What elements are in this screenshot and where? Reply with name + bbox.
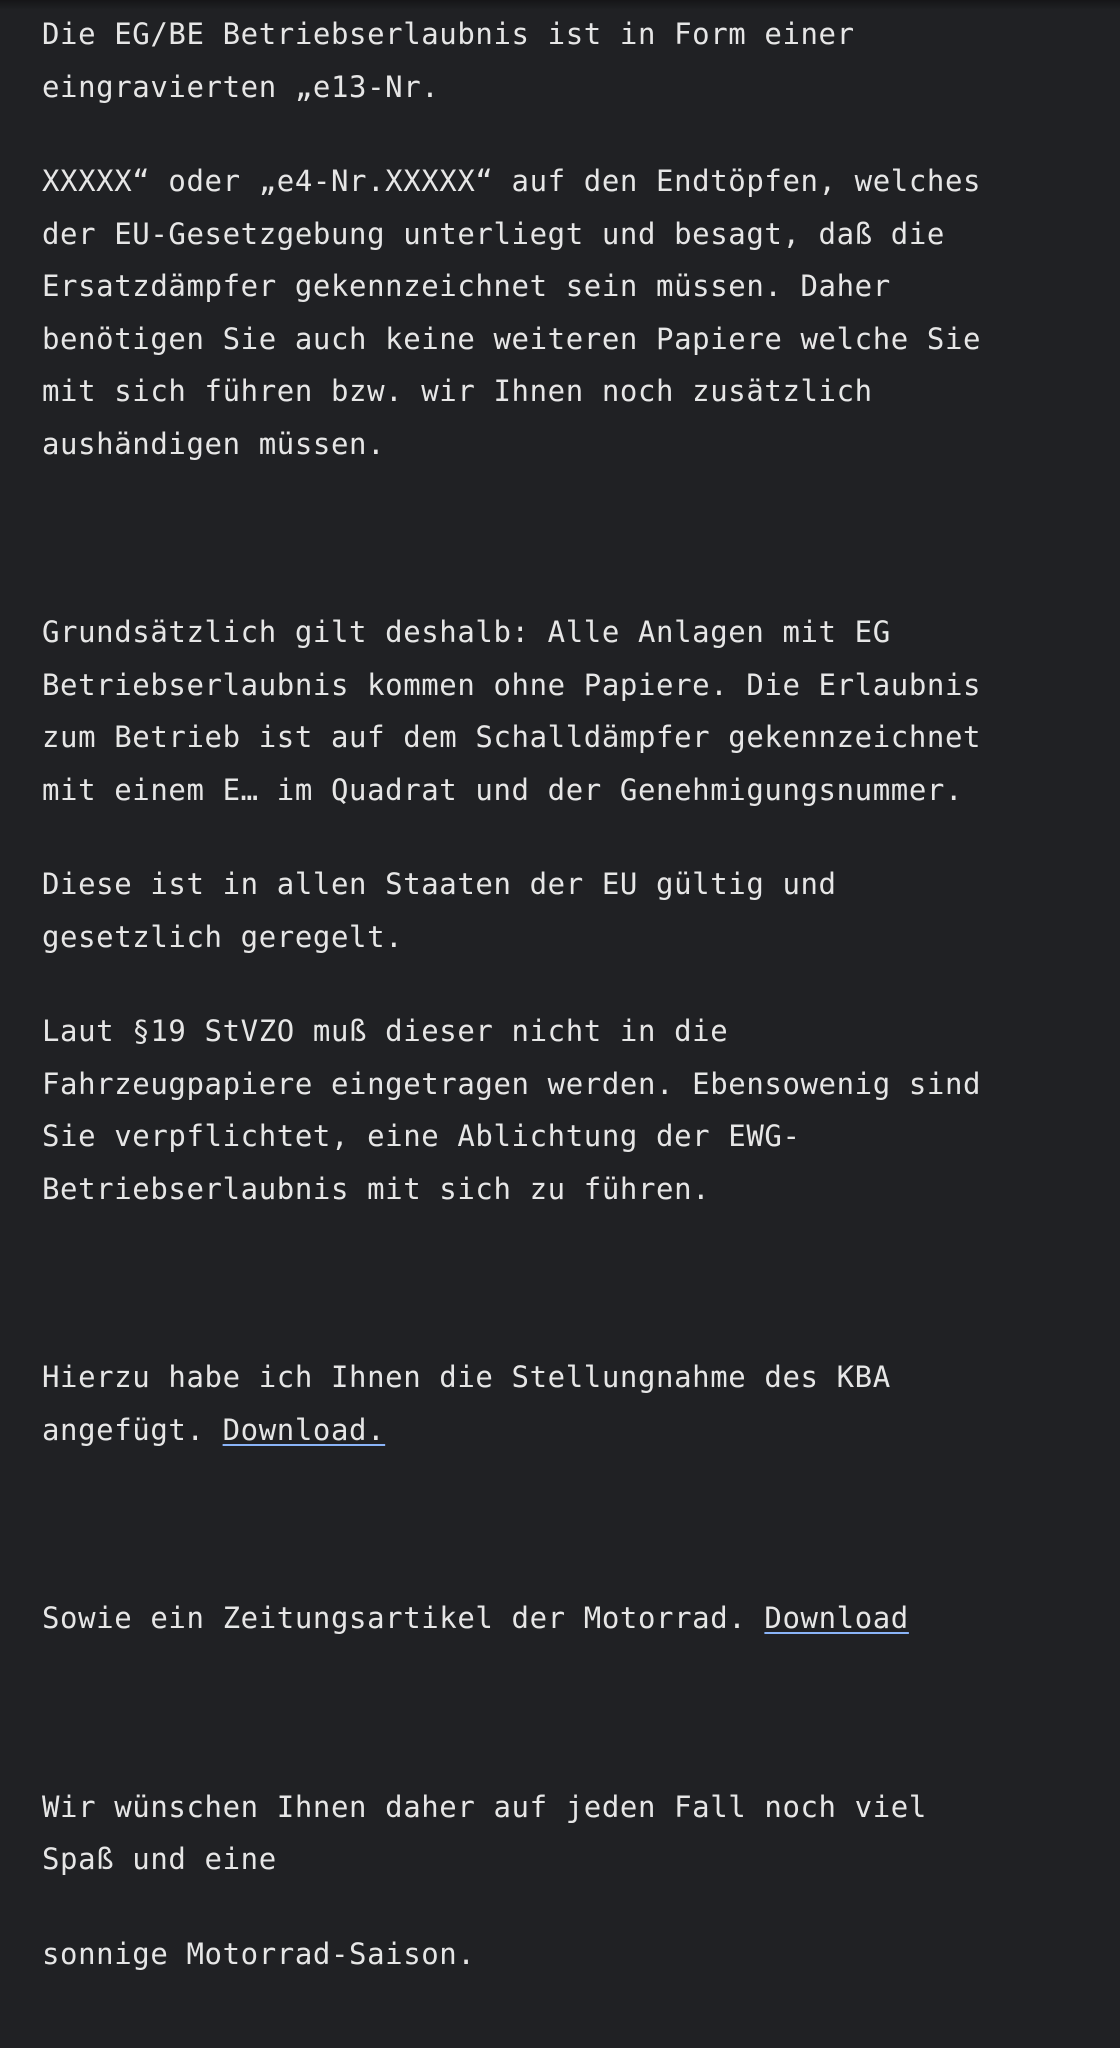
zeitungsartikel-download-link[interactable]: Download [764, 1601, 909, 1635]
paragraph-saison: sonnige Motorrad-Saison. [42, 1936, 476, 1971]
paragraph-kba [42, 1351, 1082, 1456]
article-body [42, 8, 1082, 1980]
paragraph-wuensche: Wir wünschen Ihnen daher auf jeden Fall noch viel Spaß und eine [42, 1789, 927, 1876]
kba-download-link[interactable]: Download. [222, 1412, 386, 1447]
kba-text: Hierzu habe ich Ihnen die Stellungnahme des KBA angefügt. [42, 1360, 891, 1447]
paragraph-endtoepfe: XXXXX“ oder „e4-Nr.XXXXX“ auf den Endtöpfen, welches der EU-Gesetzgebung unterliegt und besagt, daß die Ersatzdämpfer gekennzeichnet sein müssen. Daher benötigen Sie auch keine weiteren Papiere welche Sie mit sich führen bzw. wir Ihnen noch zusätzlich aushändigen müssen. [42, 164, 982, 461]
zeitungsartikel-text: Sowie ein Zeitungsartikel der Motorrad. [42, 1601, 765, 1635]
paragraph-eu-gueltig: Diese ist in allen Staaten der EU gültig und gesetzlich geregelt. [42, 867, 837, 954]
paragraph-zeitungsartikel [42, 1592, 1082, 1645]
paragraph-eg-betriebserlaubnis: Die EG/BE Betriebserlaubnis ist in Form einer eingravierten „e13-Nr. [42, 17, 855, 104]
paragraph-grundsaetzlich: Grundsätzlich gilt deshalb: Alle Anlagen mit EG Betriebserlaubnis kommen ohne Papiere. Die Erlaubnis zum Betrieb ist auf dem Schalldämpfer gekennzeichnet mit einem E… im Quadrat und der Genehmigungsnummer. [42, 615, 982, 807]
paragraph-stvzo: Laut §19 StVZO muß dieser nicht in die Fahrzeugpapiere eingetragen werden. Ebensowenig sind Sie verpflichtet, eine Ablichtung der EWG- Betriebserlaubnis mit sich zu führen. [42, 1014, 982, 1206]
